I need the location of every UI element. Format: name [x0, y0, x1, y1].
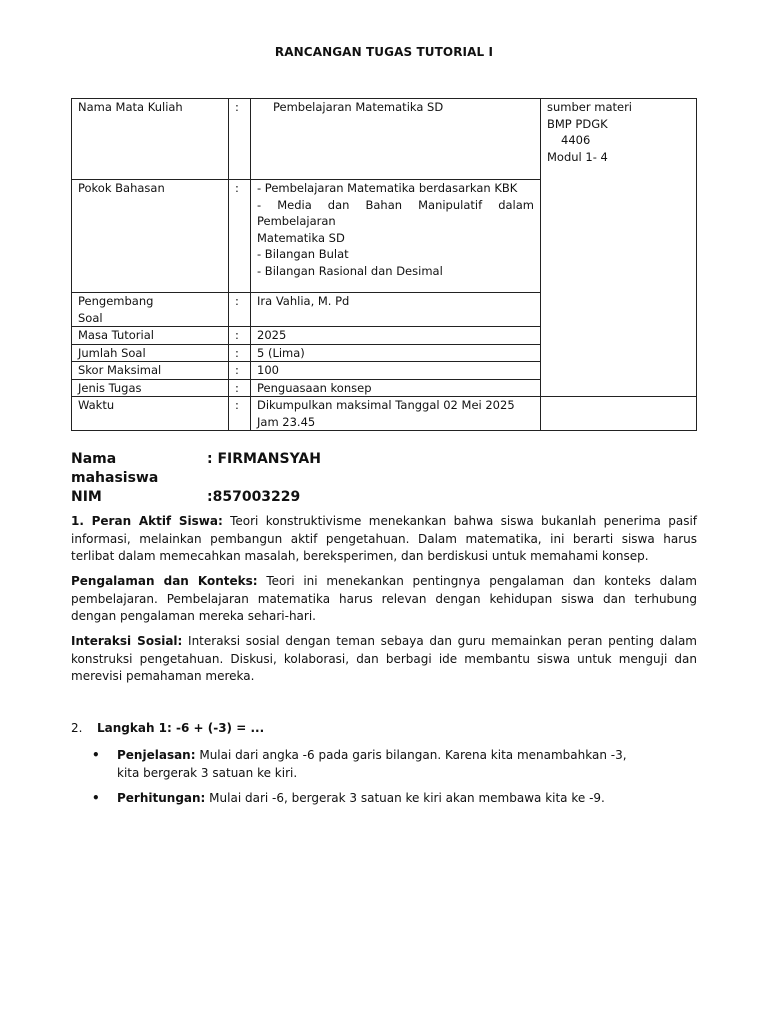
list-item [92, 747, 652, 782]
pengembang-label [72, 293, 229, 327]
colon: : [229, 293, 251, 327]
sumber-line: Modul 1- 4 [547, 149, 608, 164]
paragraph-body: Interaksi sosial dengan teman sebaya dan guru memainkan peran penting dalam konstruksi pengetahuan. Diskusi, kolaborasi, dan berbagi ide membantu siswa untuk menguji dan merevisi pemahaman mereka. [71, 634, 697, 683]
pokok-item: - Pembelajaran Matematika berdasarkan KBK [257, 181, 518, 195]
sumber-line: 4406 [561, 133, 591, 147]
step-heading [71, 720, 264, 737]
masa-value: 2025 [251, 327, 541, 345]
empty-cell [541, 397, 697, 431]
student-name-label: Nama mahasiswa [71, 451, 159, 486]
skor-label: Skor Maksimal [72, 362, 229, 380]
colon: : [229, 379, 251, 397]
step-title: Langkah 1: -6 + (-3) = ... [97, 721, 265, 735]
paragraph-body: Teori ini menekankan pentingnya pengalaman dan konteks dalam pembelajaran. Pembelajaran matematika harus relevan dengan kehidupan siswa dan terhubung dengan pengalaman mereka sehari-hari. [71, 574, 697, 623]
colon: : [229, 344, 251, 362]
student-nim-label: NIM [71, 489, 102, 505]
document-title: RANCANGAN TUGAS TUTORIAL I [274, 45, 494, 59]
student-name-value: : FIRMANSYAH [207, 451, 321, 467]
jumlah-value: 5 (Lima) [251, 344, 541, 362]
student-name-row [71, 450, 321, 488]
student-identity [71, 450, 321, 507]
skor-value: 100 [251, 362, 541, 380]
pokok-label: Pokok Bahasan [72, 180, 229, 293]
bullet-list [92, 747, 652, 808]
bullet-heading: Perhitungan: [117, 791, 206, 805]
pokok-item: Matematika SD [257, 230, 345, 245]
paragraph-body: Teori konstruktivisme menekankan bahwa siswa bukanlah penerima pasif informasi, melainkan pembangun aktif pengetahuan. Dalam matematika, ini berarti siswa harus terlibat dalam memecahkan masalah, bereksperimen, dan berdiskusi untuk memahami konsep. [71, 514, 697, 563]
paragraph-heading: 1. Peran Aktif Siswa: [71, 514, 223, 528]
table-row [72, 397, 697, 431]
bullet-heading: Penjelasan: [117, 748, 196, 762]
bullet-icon: • [92, 791, 100, 805]
student-nim-value: :857003229 [207, 489, 301, 505]
list-item [92, 790, 652, 808]
table-row [72, 99, 697, 180]
colon: : [229, 327, 251, 345]
waktu-label: Waktu [72, 397, 229, 431]
student-nim-row [71, 488, 321, 507]
paragraph-heading: Interaksi Sosial: [71, 634, 183, 648]
mata-kuliah-label: Nama Mata Kuliah [72, 99, 229, 180]
pengembang-label-line: Pengembang [78, 294, 154, 308]
waktu-line: Jam 23.45 [257, 414, 316, 429]
pokok-value [251, 180, 541, 293]
pokok-item: - Bilangan Bulat [257, 247, 349, 261]
step-number: 2. [71, 721, 83, 735]
answer-paragraph-1 [71, 513, 697, 566]
mata-kuliah-value: Pembelajaran Matematika SD [251, 99, 541, 180]
pengembang-label-line: Soal [78, 310, 103, 325]
pengembang-value: Ira Vahlia, M. Pd [251, 293, 541, 327]
bullet-icon: • [92, 748, 100, 762]
colon: : [229, 397, 251, 431]
bullet-body: Mulai dari -6, bergerak 3 satuan ke kiri akan membawa kita ke -9. [205, 791, 605, 805]
jenis-value: Penguasaan konsep [251, 379, 541, 397]
bullet-body: Mulai dari angka -6 pada garis bilangan. Karena kita menambahkan -3, kita bergerak 3 satuan ke kiri. [117, 748, 627, 780]
pokok-item: - Bilangan Rasional dan Desimal [257, 263, 443, 278]
sumber-line: sumber materi [547, 100, 632, 114]
masa-label: Masa Tutorial [72, 327, 229, 345]
course-info-table [71, 98, 697, 431]
answer-paragraph-2 [71, 573, 697, 626]
waktu-value [251, 397, 541, 431]
colon: : [229, 180, 251, 293]
waktu-line: Dikumpulkan maksimal Tanggal 02 Mei 2025 [257, 398, 515, 412]
jenis-label: Jenis Tugas [72, 379, 229, 397]
jumlah-label: Jumlah Soal [72, 344, 229, 362]
sumber-materi-cell [541, 99, 697, 397]
colon: : [229, 99, 251, 180]
sumber-line: BMP PDGK [547, 116, 608, 131]
pokok-item: - Media dan Bahan Manipulatif dalam Pembelajaran [257, 197, 534, 228]
paragraph-heading: Pengalaman dan Konteks: [71, 574, 258, 588]
answer-paragraph-3 [71, 633, 697, 686]
colon: : [229, 362, 251, 380]
